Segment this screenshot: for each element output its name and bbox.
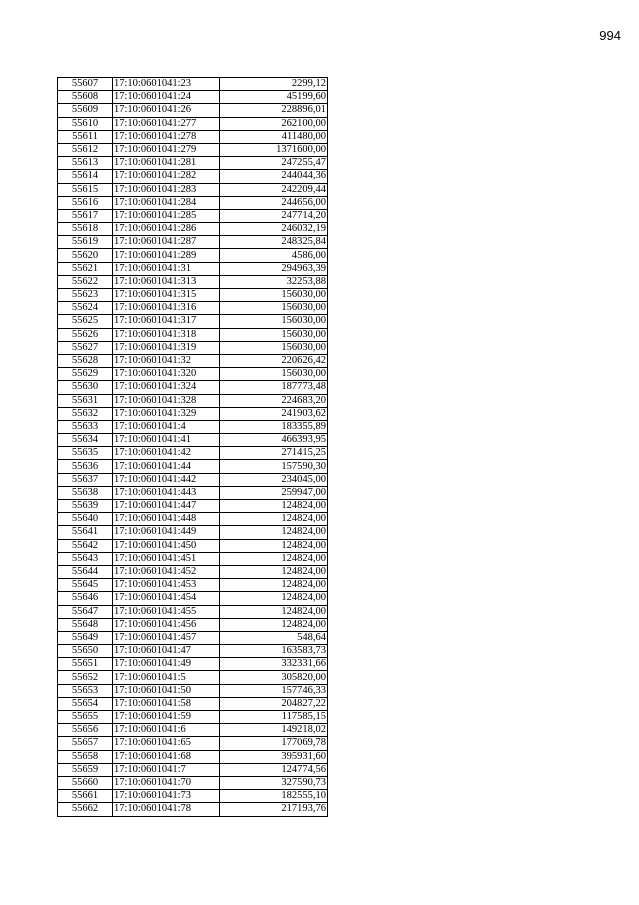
data-table bbox=[57, 77, 328, 817]
table-row bbox=[58, 170, 328, 183]
cadastral-number-cell: 17:10:0601041:26 bbox=[113, 104, 220, 117]
table-row bbox=[58, 671, 328, 684]
value-cell: 156030,00 bbox=[220, 341, 328, 354]
table-row bbox=[58, 368, 328, 381]
cadastral-number-cell: 17:10:0601041:44 bbox=[113, 460, 220, 473]
row-number-cell: 55612 bbox=[58, 143, 113, 156]
table-row bbox=[58, 658, 328, 671]
cadastral-number-cell: 17:10:0601041:329 bbox=[113, 407, 220, 420]
cadastral-number-cell: 17:10:0601041:284 bbox=[113, 196, 220, 209]
value-cell: 124774,56 bbox=[220, 763, 328, 776]
table-row bbox=[58, 750, 328, 763]
cadastral-number-cell: 17:10:0601041:449 bbox=[113, 526, 220, 539]
value-cell: 246032,19 bbox=[220, 223, 328, 236]
row-number-cell: 55645 bbox=[58, 579, 113, 592]
value-cell: 124824,00 bbox=[220, 526, 328, 539]
value-cell: 220626,42 bbox=[220, 354, 328, 367]
table-row bbox=[58, 209, 328, 222]
row-number-cell: 55617 bbox=[58, 209, 113, 222]
cadastral-number-cell: 17:10:0601041:65 bbox=[113, 737, 220, 750]
value-cell: 124824,00 bbox=[220, 579, 328, 592]
value-cell: 234045,00 bbox=[220, 473, 328, 486]
table-row bbox=[58, 223, 328, 236]
row-number-cell: 55607 bbox=[58, 78, 113, 91]
value-cell: 1371600,00 bbox=[220, 143, 328, 156]
value-cell: 124824,00 bbox=[220, 605, 328, 618]
row-number-cell: 55661 bbox=[58, 790, 113, 803]
row-number-cell: 55653 bbox=[58, 684, 113, 697]
table-row bbox=[58, 552, 328, 565]
table-row bbox=[58, 724, 328, 737]
row-number-cell: 55662 bbox=[58, 803, 113, 816]
value-cell: 45199,60 bbox=[220, 91, 328, 104]
table-row bbox=[58, 605, 328, 618]
table-row bbox=[58, 486, 328, 499]
value-cell: 228896,01 bbox=[220, 104, 328, 117]
table-row bbox=[58, 790, 328, 803]
cadastral-number-cell: 17:10:0601041:283 bbox=[113, 183, 220, 196]
row-number-cell: 55633 bbox=[58, 420, 113, 433]
value-cell: 157746,33 bbox=[220, 684, 328, 697]
row-number-cell: 55643 bbox=[58, 552, 113, 565]
value-cell: 241903,62 bbox=[220, 407, 328, 420]
cadastral-number-cell: 17:10:0601041:452 bbox=[113, 565, 220, 578]
cadastral-number-cell: 17:10:0601041:68 bbox=[113, 750, 220, 763]
table-row bbox=[58, 803, 328, 816]
table-row bbox=[58, 526, 328, 539]
row-number-cell: 55637 bbox=[58, 473, 113, 486]
table-row bbox=[58, 737, 328, 750]
cadastral-number-cell: 17:10:0601041:286 bbox=[113, 223, 220, 236]
row-number-cell: 55646 bbox=[58, 592, 113, 605]
cadastral-number-cell: 17:10:0601041:49 bbox=[113, 658, 220, 671]
cadastral-number-cell: 17:10:0601041:448 bbox=[113, 513, 220, 526]
row-number-cell: 55632 bbox=[58, 407, 113, 420]
table-row bbox=[58, 763, 328, 776]
table-row bbox=[58, 78, 328, 91]
value-cell: 124824,00 bbox=[220, 552, 328, 565]
cadastral-number-cell: 17:10:0601041:451 bbox=[113, 552, 220, 565]
value-cell: 2299,12 bbox=[220, 78, 328, 91]
cadastral-number-cell: 17:10:0601041:457 bbox=[113, 631, 220, 644]
table-row bbox=[58, 143, 328, 156]
cadastral-number-cell: 17:10:0601041:456 bbox=[113, 618, 220, 631]
value-cell: 271415,25 bbox=[220, 447, 328, 460]
row-number-cell: 55626 bbox=[58, 328, 113, 341]
value-cell: 247714,20 bbox=[220, 209, 328, 222]
page-number: 994 bbox=[599, 28, 621, 43]
row-number-cell: 55648 bbox=[58, 618, 113, 631]
value-cell: 244656,00 bbox=[220, 196, 328, 209]
row-number-cell: 55623 bbox=[58, 289, 113, 302]
cadastral-number-cell: 17:10:0601041:454 bbox=[113, 592, 220, 605]
value-cell: 124824,00 bbox=[220, 500, 328, 513]
value-cell: 248325,84 bbox=[220, 236, 328, 249]
cadastral-number-cell: 17:10:0601041:281 bbox=[113, 157, 220, 170]
row-number-cell: 55650 bbox=[58, 645, 113, 658]
value-cell: 187773,48 bbox=[220, 381, 328, 394]
table-row bbox=[58, 315, 328, 328]
row-number-cell: 55658 bbox=[58, 750, 113, 763]
value-cell: 32253,88 bbox=[220, 275, 328, 288]
cadastral-number-cell: 17:10:0601041:278 bbox=[113, 130, 220, 143]
row-number-cell: 55630 bbox=[58, 381, 113, 394]
table-row bbox=[58, 91, 328, 104]
value-cell: 259947,00 bbox=[220, 486, 328, 499]
value-cell: 548,64 bbox=[220, 631, 328, 644]
value-cell: 411480,00 bbox=[220, 130, 328, 143]
cadastral-number-cell: 17:10:0601041:41 bbox=[113, 434, 220, 447]
table-row bbox=[58, 697, 328, 710]
cadastral-number-cell: 17:10:0601041:7 bbox=[113, 763, 220, 776]
cadastral-number-cell: 17:10:0601041:59 bbox=[113, 711, 220, 724]
table-row bbox=[58, 289, 328, 302]
row-number-cell: 55642 bbox=[58, 539, 113, 552]
row-number-cell: 55647 bbox=[58, 605, 113, 618]
value-cell: 124824,00 bbox=[220, 618, 328, 631]
value-cell: 217193,76 bbox=[220, 803, 328, 816]
table-row bbox=[58, 618, 328, 631]
row-number-cell: 55641 bbox=[58, 526, 113, 539]
cadastral-number-cell: 17:10:0601041:73 bbox=[113, 790, 220, 803]
value-cell: 156030,00 bbox=[220, 302, 328, 315]
value-cell: 183355,89 bbox=[220, 420, 328, 433]
table-row bbox=[58, 447, 328, 460]
value-cell: 327590,73 bbox=[220, 776, 328, 789]
row-number-cell: 55609 bbox=[58, 104, 113, 117]
cadastral-number-cell: 17:10:0601041:453 bbox=[113, 579, 220, 592]
table-row bbox=[58, 500, 328, 513]
value-cell: 163583,73 bbox=[220, 645, 328, 658]
table-row bbox=[58, 631, 328, 644]
value-cell: 466393,95 bbox=[220, 434, 328, 447]
value-cell: 182555,10 bbox=[220, 790, 328, 803]
row-number-cell: 55640 bbox=[58, 513, 113, 526]
table-row bbox=[58, 328, 328, 341]
cadastral-number-cell: 17:10:0601041:58 bbox=[113, 697, 220, 710]
value-cell: 156030,00 bbox=[220, 315, 328, 328]
cadastral-number-cell: 17:10:0601041:320 bbox=[113, 368, 220, 381]
table-row bbox=[58, 684, 328, 697]
table-row bbox=[58, 592, 328, 605]
row-number-cell: 55622 bbox=[58, 275, 113, 288]
value-cell: 117585,15 bbox=[220, 711, 328, 724]
table-row bbox=[58, 539, 328, 552]
value-cell: 204827,22 bbox=[220, 697, 328, 710]
table-row bbox=[58, 420, 328, 433]
value-cell: 157590,30 bbox=[220, 460, 328, 473]
value-cell: 156030,00 bbox=[220, 289, 328, 302]
row-number-cell: 55625 bbox=[58, 315, 113, 328]
value-cell: 242209,44 bbox=[220, 183, 328, 196]
row-number-cell: 55610 bbox=[58, 117, 113, 130]
value-cell: 294963,39 bbox=[220, 262, 328, 275]
cadastral-number-cell: 17:10:0601041:31 bbox=[113, 262, 220, 275]
table-row bbox=[58, 565, 328, 578]
value-cell: 244044,36 bbox=[220, 170, 328, 183]
cadastral-number-cell: 17:10:0601041:442 bbox=[113, 473, 220, 486]
row-number-cell: 55651 bbox=[58, 658, 113, 671]
cadastral-number-cell: 17:10:0601041:277 bbox=[113, 117, 220, 130]
cadastral-number-cell: 17:10:0601041:289 bbox=[113, 249, 220, 262]
row-number-cell: 55629 bbox=[58, 368, 113, 381]
table-row bbox=[58, 579, 328, 592]
cadastral-number-cell: 17:10:0601041:328 bbox=[113, 394, 220, 407]
cadastral-number-cell: 17:10:0601041:4 bbox=[113, 420, 220, 433]
table-row bbox=[58, 236, 328, 249]
row-number-cell: 55614 bbox=[58, 170, 113, 183]
cadastral-number-cell: 17:10:0601041:313 bbox=[113, 275, 220, 288]
row-number-cell: 55657 bbox=[58, 737, 113, 750]
value-cell: 332331,66 bbox=[220, 658, 328, 671]
cadastral-number-cell: 17:10:0601041:316 bbox=[113, 302, 220, 315]
cadastral-number-cell: 17:10:0601041:42 bbox=[113, 447, 220, 460]
cadastral-number-cell: 17:10:0601041:6 bbox=[113, 724, 220, 737]
row-number-cell: 55652 bbox=[58, 671, 113, 684]
row-number-cell: 55654 bbox=[58, 697, 113, 710]
value-cell: 124824,00 bbox=[220, 565, 328, 578]
table-row bbox=[58, 645, 328, 658]
cadastral-number-cell: 17:10:0601041:5 bbox=[113, 671, 220, 684]
value-cell: 224683,20 bbox=[220, 394, 328, 407]
value-cell: 305820,00 bbox=[220, 671, 328, 684]
value-cell: 247255,47 bbox=[220, 157, 328, 170]
cadastral-number-cell: 17:10:0601041:32 bbox=[113, 354, 220, 367]
value-cell: 156030,00 bbox=[220, 368, 328, 381]
table-row bbox=[58, 460, 328, 473]
table-row bbox=[58, 157, 328, 170]
row-number-cell: 55639 bbox=[58, 500, 113, 513]
row-number-cell: 55611 bbox=[58, 130, 113, 143]
cadastral-number-cell: 17:10:0601041:279 bbox=[113, 143, 220, 156]
cadastral-number-cell: 17:10:0601041:319 bbox=[113, 341, 220, 354]
table-row bbox=[58, 196, 328, 209]
row-number-cell: 55619 bbox=[58, 236, 113, 249]
cadastral-number-cell: 17:10:0601041:324 bbox=[113, 381, 220, 394]
row-number-cell: 55635 bbox=[58, 447, 113, 460]
table-row bbox=[58, 513, 328, 526]
row-number-cell: 55655 bbox=[58, 711, 113, 724]
value-cell: 124824,00 bbox=[220, 513, 328, 526]
row-number-cell: 55628 bbox=[58, 354, 113, 367]
row-number-cell: 55615 bbox=[58, 183, 113, 196]
table-row bbox=[58, 776, 328, 789]
value-cell: 156030,00 bbox=[220, 328, 328, 341]
cadastral-number-cell: 17:10:0601041:282 bbox=[113, 170, 220, 183]
value-cell: 4586,00 bbox=[220, 249, 328, 262]
cadastral-number-cell: 17:10:0601041:47 bbox=[113, 645, 220, 658]
cadastral-number-cell: 17:10:0601041:50 bbox=[113, 684, 220, 697]
cadastral-number-cell: 17:10:0601041:315 bbox=[113, 289, 220, 302]
cadastral-number-cell: 17:10:0601041:450 bbox=[113, 539, 220, 552]
table-row bbox=[58, 183, 328, 196]
value-cell: 149218,02 bbox=[220, 724, 328, 737]
table-row bbox=[58, 262, 328, 275]
row-number-cell: 55636 bbox=[58, 460, 113, 473]
cadastral-number-cell: 17:10:0601041:443 bbox=[113, 486, 220, 499]
value-cell: 177069,78 bbox=[220, 737, 328, 750]
cadastral-number-cell: 17:10:0601041:287 bbox=[113, 236, 220, 249]
row-number-cell: 55624 bbox=[58, 302, 113, 315]
table-row bbox=[58, 104, 328, 117]
table-row bbox=[58, 434, 328, 447]
row-number-cell: 55631 bbox=[58, 394, 113, 407]
cadastral-number-cell: 17:10:0601041:285 bbox=[113, 209, 220, 222]
table-row bbox=[58, 130, 328, 143]
table-row bbox=[58, 341, 328, 354]
table-row bbox=[58, 407, 328, 420]
row-number-cell: 55620 bbox=[58, 249, 113, 262]
row-number-cell: 55616 bbox=[58, 196, 113, 209]
row-number-cell: 55649 bbox=[58, 631, 113, 644]
table-row bbox=[58, 275, 328, 288]
table-row bbox=[58, 711, 328, 724]
table-row bbox=[58, 117, 328, 130]
value-cell: 124824,00 bbox=[220, 592, 328, 605]
row-number-cell: 55634 bbox=[58, 434, 113, 447]
cadastral-number-cell: 17:10:0601041:78 bbox=[113, 803, 220, 816]
row-number-cell: 55644 bbox=[58, 565, 113, 578]
row-number-cell: 55660 bbox=[58, 776, 113, 789]
cadastral-number-cell: 17:10:0601041:447 bbox=[113, 500, 220, 513]
cadastral-number-cell: 17:10:0601041:24 bbox=[113, 91, 220, 104]
cadastral-number-cell: 17:10:0601041:70 bbox=[113, 776, 220, 789]
row-number-cell: 55608 bbox=[58, 91, 113, 104]
row-number-cell: 55638 bbox=[58, 486, 113, 499]
table-row bbox=[58, 302, 328, 315]
table-row bbox=[58, 381, 328, 394]
row-number-cell: 55621 bbox=[58, 262, 113, 275]
row-number-cell: 55656 bbox=[58, 724, 113, 737]
table-row bbox=[58, 394, 328, 407]
table-row bbox=[58, 473, 328, 486]
row-number-cell: 55627 bbox=[58, 341, 113, 354]
cadastral-number-cell: 17:10:0601041:23 bbox=[113, 78, 220, 91]
table-row bbox=[58, 249, 328, 262]
cadastral-number-cell: 17:10:0601041:317 bbox=[113, 315, 220, 328]
row-number-cell: 55613 bbox=[58, 157, 113, 170]
table-row bbox=[58, 354, 328, 367]
value-cell: 124824,00 bbox=[220, 539, 328, 552]
row-number-cell: 55618 bbox=[58, 223, 113, 236]
value-cell: 395931,60 bbox=[220, 750, 328, 763]
value-cell: 262100,00 bbox=[220, 117, 328, 130]
row-number-cell: 55659 bbox=[58, 763, 113, 776]
cadastral-number-cell: 17:10:0601041:455 bbox=[113, 605, 220, 618]
table-body bbox=[58, 78, 328, 817]
cadastral-number-cell: 17:10:0601041:318 bbox=[113, 328, 220, 341]
